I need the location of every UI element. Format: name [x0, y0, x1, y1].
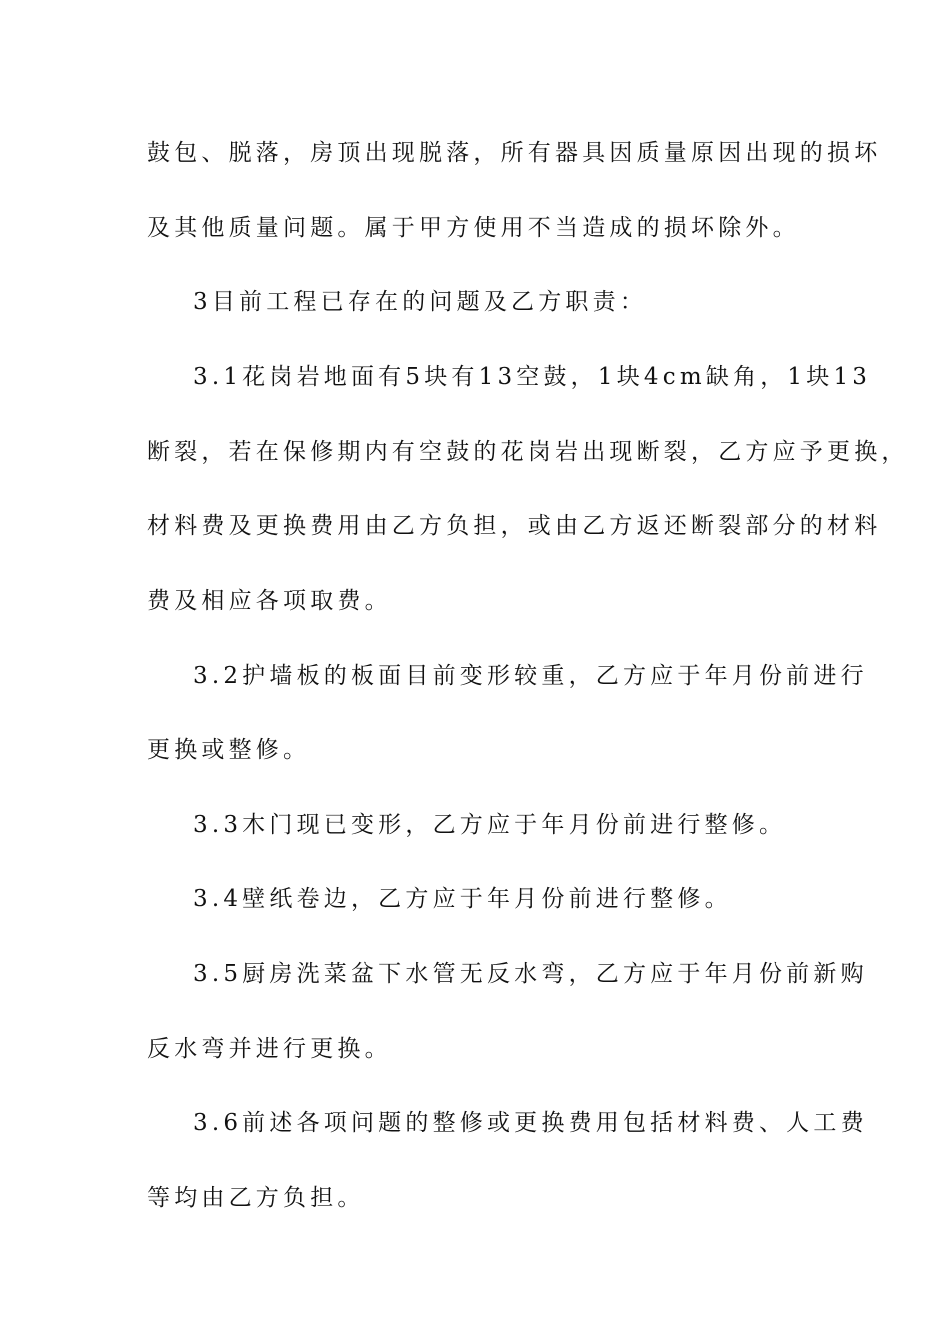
- paragraph-line: 3.1花岗岩地面有5块有13空鼓，1块4cm缺角，1块13: [193, 364, 872, 390]
- paragraph-line: 断裂，若在保修期内有空鼓的花岗岩出现断裂，乙方应予更换，: [147, 439, 909, 465]
- paragraph-line: 材料费及更换费用由乙方负担，或由乙方返还断裂部分的材料: [147, 513, 882, 539]
- paragraph-line: 鼓包、脱落，房顶出现脱落，所有器具因质量原因出现的损坏: [147, 140, 882, 166]
- paragraph-line: 更换或整修。: [147, 737, 311, 763]
- paragraph-line: 等均由乙方负担。: [147, 1185, 365, 1211]
- paragraph-line: 3.3木门现已变形，乙方应于年月份前进行整修。: [193, 812, 787, 838]
- paragraph-line: 费及相应各项取费。: [147, 588, 392, 614]
- paragraph-line: 3.5厨房洗菜盆下水管无反水弯，乙方应于年月份前新购: [193, 961, 868, 987]
- paragraph-line: 及其他质量问题。属于甲方使用不当造成的损坏除外。: [147, 215, 800, 241]
- paragraph-line: 3.4壁纸卷边，乙方应于年月份前进行整修。: [193, 886, 732, 912]
- paragraph-line: 3.6前述各项问题的整修或更换费用包括材料费、人工费: [193, 1110, 868, 1136]
- paragraph-line: 反水弯并进行更换。: [147, 1036, 392, 1062]
- paragraph-line: 3.2护墙板的板面目前变形较重，乙方应于年月份前进行: [193, 663, 868, 689]
- section-heading: 3目前工程已存在的问题及乙方职责：: [193, 289, 648, 315]
